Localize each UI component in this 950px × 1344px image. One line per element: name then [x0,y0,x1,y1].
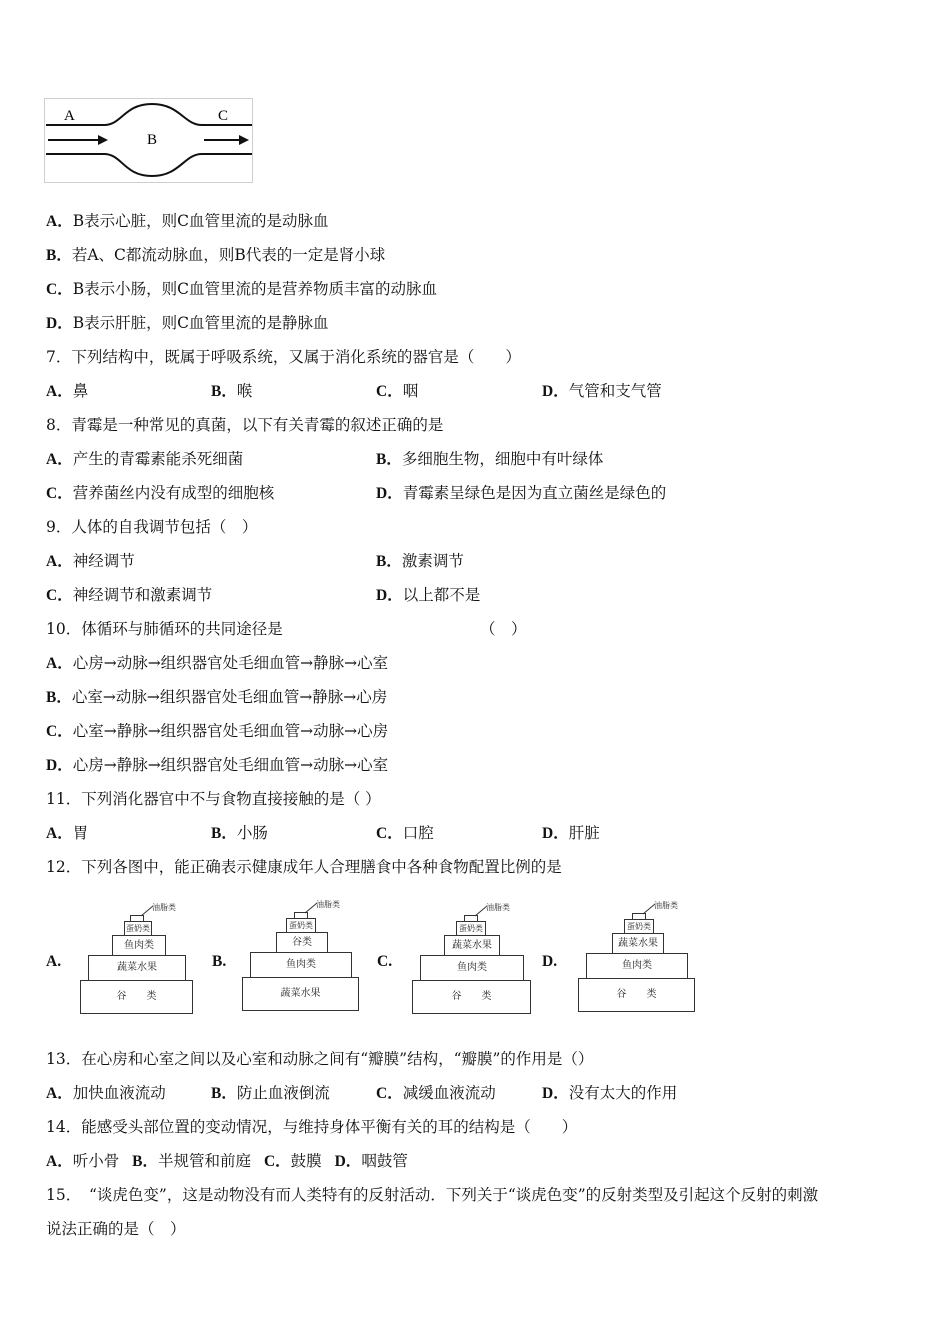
q10-option-c: C．心室→静脉→组织器官处毛细血管→动脉→心房 [46,722,389,740]
q10-stem: 10．体循环与肺循环的共同途径是 （ ） [46,620,527,638]
label-b: B [147,132,158,148]
label-a: A [64,108,75,124]
q9-stem: 9．人体的自我调节包括（ ） [46,518,258,536]
q9-options-row2: C．神经调节和激素调节 D．以上都不是 [46,586,481,604]
q6-option-c: C．B表示小肠，则C血管里流的是营养物质丰富的动脉血 [46,280,437,298]
q11-stem: 11．下列消化器官中不与食物直接接触的是（ ） [46,790,381,808]
vessel-lower-wall [46,154,252,176]
q10-option-b: B．心室→动脉→组织器官处毛细血管→静脉→心房 [46,688,388,706]
q10-option-a: A．心房→动脉→组织器官处毛细血管→静脉→心室 [46,654,389,672]
q6-option-b: B．若A、C都流动脉血，则B代表的一定是肾小球 [46,246,386,264]
q10-option-d: D．心房→静脉→组织器官处毛细血管→动脉→心室 [46,756,389,774]
q9-options-row1: A．神经调节 B．激素调节 [46,552,464,570]
arrow-out-icon [239,135,249,145]
q12-stem: 12．下列各图中，能正确表示健康成年人合理膳食中各种食物配置比例的是 [46,858,562,876]
q6-option-a: A．B表示心脏，则C血管里流的是动脉血 [46,212,329,230]
q14-options: A．听小骨 B．半规管和前庭 C．鼓膜 D．咽鼓管 [46,1152,408,1170]
blood-vessel-diagram [44,98,256,184]
q7-stem: 7．下列结构中，既属于呼吸系统，又属于消化系统的器官是（ ） [46,348,521,366]
q6-option-d: D．B表示肝脏，则C血管里流的是静脉血 [46,314,329,332]
q15-stem-line1: 15． “谈虎色变”，这是动物没有而人类特有的反射活动．下列关于“谈虎色变”的反射类型及引起这个反射的刺激 [46,1186,819,1204]
q13-options: A．加快血液流动 B．防止血液倒流 C．减缓血液流动 D．没有太大的作用 [46,1084,678,1102]
q8-options-row2: C．营养菌丝内没有成型的细胞核 D．青霉素呈绿色是因为直立菌丝是绿色的 [46,484,667,502]
q13-stem: 13．在心房和心室之间以及心室和动脉之间有“瓣膜”结构，“瓣膜”的作用是（） [46,1050,594,1068]
q8-stem: 8．青霉是一种常见的真菌，以下有关青霉的叙述正确的是 [46,416,444,434]
q14-stem: 14．能感受头部位置的变动情况，与维持身体平衡有关的耳的结构是（ ） [46,1118,578,1136]
arrow-in-icon [98,135,108,145]
q8-options-row1: A．产生的青霉素能杀死细菌 B．多细胞生物，细胞中有叶绿体 [46,450,604,468]
label-c: C [218,108,229,124]
q7-options: A．鼻 B．喉 C．咽 D．气管和支气管 [46,382,662,400]
q15-stem-line2: 说法正确的是（ ） [46,1220,186,1238]
q11-options: A．胃 B．小肠 C．口腔 D．肝脏 [46,824,600,842]
